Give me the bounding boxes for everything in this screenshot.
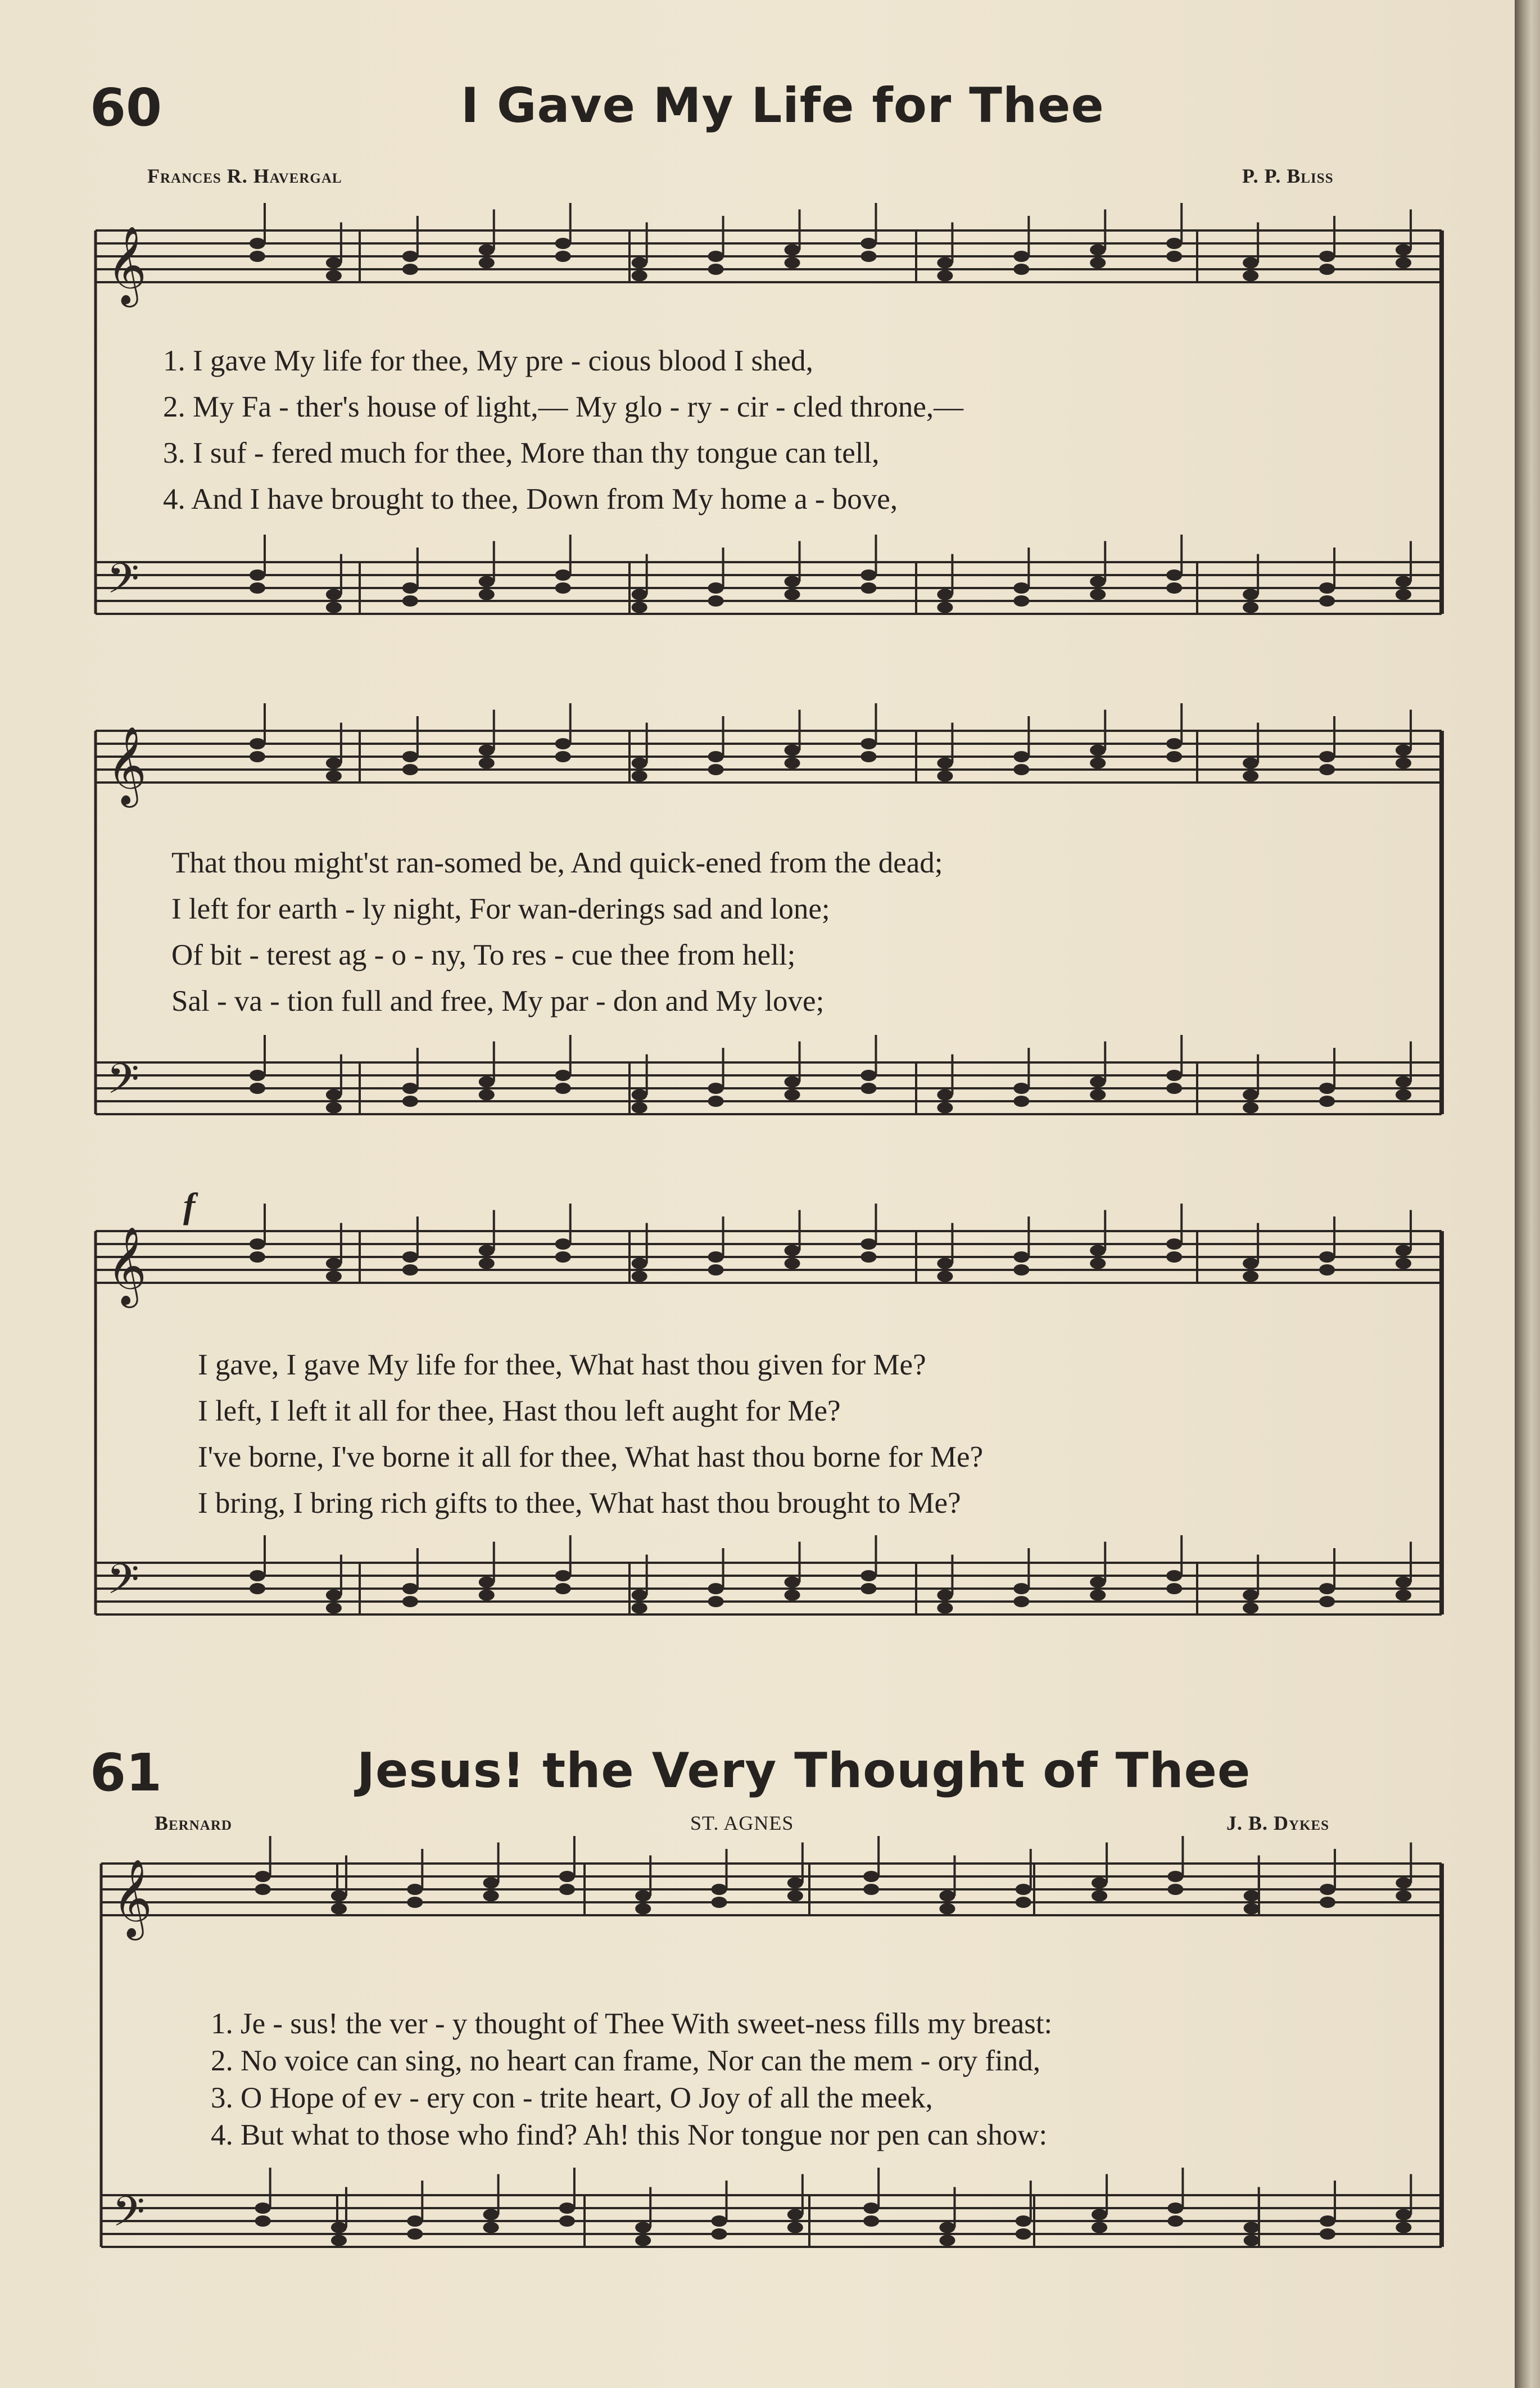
note-head	[635, 1903, 651, 1915]
note-head	[1243, 270, 1258, 282]
note-head	[632, 1603, 647, 1614]
note-head	[1319, 1096, 1335, 1107]
note-head	[937, 771, 953, 782]
dynamic-marking: f	[183, 1186, 196, 1225]
note-head	[1243, 257, 1258, 269]
note-head	[863, 2202, 879, 2214]
note-head	[1013, 1251, 1029, 1263]
note-head	[1166, 1083, 1182, 1094]
note-head	[937, 1590, 953, 1601]
note-head	[635, 2222, 651, 2233]
note-head	[326, 1089, 342, 1101]
note-head	[555, 751, 571, 762]
note-head	[1396, 245, 1411, 256]
note-head	[1243, 1089, 1258, 1101]
note-head	[250, 582, 265, 594]
clef-symbol: 𝄞	[112, 1859, 152, 1937]
note-head	[250, 738, 265, 749]
note-head	[785, 1577, 800, 1588]
lyric-line: I left for earth - ly night, For wan-derings sad and lone;	[171, 893, 830, 925]
note-head	[860, 1570, 876, 1581]
note-head	[250, 1583, 265, 1594]
note-head	[1167, 2202, 1183, 2214]
note-head	[1243, 771, 1258, 782]
lyric-line: 1. Je - sus! the ver - y thought of Thee With sweet-ness fills my breast:	[211, 2007, 1053, 2040]
note-head	[787, 2209, 803, 2220]
note-head	[1319, 764, 1335, 775]
clef-symbol: 𝄢	[107, 1055, 139, 1114]
note-head	[863, 1871, 879, 1882]
note-head	[326, 257, 342, 269]
note-head	[937, 270, 953, 282]
note-head	[555, 738, 571, 749]
note-head	[1396, 1577, 1411, 1588]
note-head	[326, 589, 342, 600]
note-head	[1319, 251, 1335, 262]
hymn-title: I Gave My Life for Thee	[461, 78, 1104, 134]
note-head	[250, 251, 265, 262]
note-head	[479, 1590, 495, 1601]
note-head	[937, 1258, 953, 1269]
note-head	[483, 2209, 499, 2220]
note-head	[1013, 764, 1029, 775]
note-head	[326, 1271, 342, 1282]
note-head	[483, 1878, 499, 1889]
note-head	[479, 245, 495, 256]
note-head	[1319, 1583, 1335, 1594]
note-head	[632, 758, 647, 769]
note-head	[1013, 751, 1029, 762]
note-head	[937, 1102, 953, 1114]
note-head	[1319, 1264, 1335, 1276]
note-head	[712, 2228, 727, 2240]
lyric-line: That thou might'st ran-somed be, And quick-ened from the dead;	[171, 847, 943, 879]
note-head	[860, 1070, 876, 1081]
note-head	[1090, 758, 1106, 769]
note-head	[1167, 2215, 1183, 2227]
note-head	[555, 1083, 571, 1094]
note-head	[708, 751, 724, 762]
note-head	[785, 1245, 800, 1256]
note-head	[331, 1903, 347, 1915]
note-head	[1090, 745, 1106, 756]
note-head	[255, 2215, 271, 2227]
hymn-number: 60	[90, 78, 162, 138]
note-head	[1091, 2222, 1107, 2233]
lyric-line: 4. And I have brought to thee, Down from My home a - bove,	[163, 483, 898, 515]
note-head	[860, 1238, 876, 1250]
note-head	[1396, 1077, 1411, 1088]
note-head	[1013, 251, 1029, 262]
note-head	[326, 1590, 342, 1601]
note-head	[407, 2215, 423, 2227]
note-head	[860, 1083, 876, 1094]
lyric-line: I gave, I gave My life for thee, What hast thou given for Me?	[198, 1349, 926, 1381]
note-head	[632, 589, 647, 600]
note-head	[1396, 1245, 1411, 1256]
note-head	[402, 1251, 418, 1263]
note-head	[632, 1271, 647, 1282]
note-head	[1016, 1884, 1031, 1895]
note-head	[402, 1583, 418, 1594]
note-head	[1013, 1583, 1029, 1594]
note-head	[1244, 2235, 1260, 2246]
lyric-line: Of bit - terest ag - o - ny, To res - cue thee from hell;	[171, 939, 796, 971]
note-head	[1090, 1077, 1106, 1088]
note-head	[1091, 1878, 1107, 1889]
note-head	[1396, 576, 1411, 587]
note-head	[250, 1238, 265, 1250]
note-head	[708, 1251, 724, 1263]
note-head	[555, 1570, 571, 1581]
note-head	[402, 264, 418, 275]
note-head	[1091, 2209, 1107, 2220]
note-head	[1013, 1096, 1029, 1107]
note-head	[1243, 1271, 1258, 1282]
note-head	[555, 569, 571, 581]
note-head	[939, 2235, 955, 2246]
note-head	[326, 270, 342, 282]
note-head	[407, 1897, 423, 1908]
note-head	[479, 257, 495, 269]
note-head	[555, 1583, 571, 1594]
note-head	[1244, 1890, 1260, 1902]
lyric-line: I've borne, I've borne it all for thee, What hast thou borne for Me?	[198, 1441, 984, 1473]
note-head	[1319, 1596, 1335, 1607]
note-head	[860, 582, 876, 594]
note-head	[1166, 1583, 1182, 1594]
note-head	[479, 1577, 495, 1588]
note-head	[331, 1890, 347, 1902]
note-head	[250, 569, 265, 581]
note-head	[326, 758, 342, 769]
note-head	[331, 2222, 347, 2233]
note-head	[708, 582, 724, 594]
note-head	[632, 1102, 647, 1114]
note-head	[860, 738, 876, 749]
note-head	[255, 2202, 271, 2214]
clef-symbol: 𝄞	[107, 226, 147, 304]
note-head	[937, 758, 953, 769]
clef-symbol: 𝄞	[107, 1227, 147, 1305]
note-head	[1013, 264, 1029, 275]
note-head	[863, 1884, 879, 1895]
note-head	[785, 576, 800, 587]
note-head	[1166, 751, 1182, 762]
note-head	[708, 595, 724, 607]
note-head	[785, 1077, 800, 1088]
lyric-line: 3. O Hope of ev - ery con - trite heart, O Joy of all the meek,	[211, 2082, 933, 2114]
note-head	[483, 2222, 499, 2233]
note-head	[1013, 1596, 1029, 1607]
note-head	[712, 1897, 727, 1908]
note-head	[1013, 1264, 1029, 1276]
note-head	[326, 771, 342, 782]
note-head	[1090, 1245, 1106, 1256]
note-head	[1016, 2215, 1031, 2227]
note-head	[1396, 1258, 1411, 1269]
clef-symbol: 𝄢	[107, 554, 139, 613]
note-head	[479, 1089, 495, 1101]
note-head	[1090, 589, 1106, 600]
lyric-line: 2. My Fa - ther's house of light,— My glo - ry - cir - cled throne,—	[163, 391, 964, 423]
note-head	[250, 1070, 265, 1081]
music-credit: P. P. Bliss	[1242, 165, 1334, 187]
note-head	[402, 1096, 418, 1107]
note-head	[1090, 1089, 1106, 1101]
note-head	[250, 751, 265, 762]
note-head	[1244, 1903, 1260, 1915]
note-head	[708, 1264, 724, 1276]
lyric-line: 3. I suf - fered much for thee, More than thy tongue can tell,	[163, 437, 880, 469]
note-head	[479, 745, 495, 756]
music-credit: J. B. Dykes	[1226, 1812, 1330, 1834]
note-head	[939, 1890, 955, 1902]
note-head	[555, 251, 571, 262]
note-head	[785, 1089, 800, 1101]
note-head	[860, 751, 876, 762]
note-head	[937, 589, 953, 600]
note-head	[331, 2235, 347, 2246]
note-head	[785, 1258, 800, 1269]
note-head	[1243, 1102, 1258, 1114]
note-head	[1243, 1258, 1258, 1269]
lyric-line: I bring, I bring rich gifts to thee, What hast thou brought to Me?	[198, 1487, 961, 1519]
note-head	[1319, 264, 1335, 275]
note-head	[479, 1077, 495, 1088]
note-head	[937, 257, 953, 269]
note-head	[326, 1603, 342, 1614]
lyric-line: Sal - va - tion full and free, My par - don and My love;	[171, 985, 825, 1017]
note-head	[1396, 2222, 1411, 2233]
note-head	[1016, 1897, 1031, 1908]
note-head	[632, 1258, 647, 1269]
note-head	[555, 238, 571, 249]
note-head	[1166, 569, 1182, 581]
note-head	[1396, 589, 1411, 600]
note-head	[860, 569, 876, 581]
note-head	[1013, 1083, 1029, 1094]
note-head	[250, 1251, 265, 1263]
note-head	[255, 1871, 271, 1882]
note-head	[860, 238, 876, 249]
note-head	[632, 1590, 647, 1601]
note-head	[555, 1251, 571, 1263]
hymn-number: 61	[90, 1743, 162, 1803]
lyric-line: 2. No voice can sing, no heart can frame, Nor can the mem - ory find,	[211, 2045, 1041, 2077]
note-head	[1166, 1570, 1182, 1581]
note-head	[785, 257, 800, 269]
note-head	[785, 1590, 800, 1601]
note-head	[1319, 1251, 1335, 1263]
note-head	[483, 1890, 499, 1902]
tune-name: ST. AGNES	[690, 1812, 794, 1834]
note-head	[632, 257, 647, 269]
note-head	[479, 576, 495, 587]
note-head	[1396, 1089, 1411, 1101]
note-head	[939, 2222, 955, 2233]
note-head	[1320, 2215, 1335, 2227]
note-head	[1243, 1603, 1258, 1614]
note-head	[326, 1102, 342, 1114]
note-head	[402, 751, 418, 762]
note-head	[937, 602, 953, 613]
note-head	[326, 1258, 342, 1269]
note-head	[1396, 745, 1411, 756]
note-head	[787, 2222, 803, 2233]
note-head	[559, 1884, 575, 1895]
note-head	[1243, 758, 1258, 769]
clef-symbol: 𝄞	[107, 726, 147, 804]
note-head	[708, 1096, 724, 1107]
note-head	[1320, 1884, 1335, 1895]
note-head	[559, 1871, 575, 1882]
note-head	[937, 1603, 953, 1614]
lyric-line: 1. I gave My life for thee, My pre - cious blood I shed,	[163, 345, 813, 377]
note-head	[708, 264, 724, 275]
note-head	[1090, 257, 1106, 269]
lyric-line: 4. But what to those who find? Ah! this Nor tongue nor pen can show:	[211, 2119, 1048, 2151]
note-head	[632, 771, 647, 782]
note-head	[407, 2228, 423, 2240]
note-head	[1090, 245, 1106, 256]
note-head	[1090, 1590, 1106, 1601]
note-head	[1396, 1878, 1411, 1889]
note-head	[407, 1884, 423, 1895]
note-head	[1243, 1590, 1258, 1601]
note-head	[1167, 1884, 1183, 1895]
note-head	[559, 2202, 575, 2214]
note-head	[479, 1245, 495, 1256]
note-head	[1166, 1238, 1182, 1250]
note-head	[326, 602, 342, 613]
note-head	[1166, 251, 1182, 262]
note-head	[1319, 1083, 1335, 1094]
hymn-title: Jesus! the Very Thought of Thee	[357, 1743, 1251, 1799]
note-head	[1090, 1577, 1106, 1588]
note-head	[1166, 238, 1182, 249]
note-head	[1166, 1070, 1182, 1081]
note-head	[1320, 2228, 1335, 2240]
note-head	[708, 764, 724, 775]
note-head	[1319, 595, 1335, 607]
note-head	[402, 1264, 418, 1276]
note-head	[1319, 582, 1335, 594]
note-head	[559, 2215, 575, 2227]
note-head	[860, 1583, 876, 1594]
note-head	[1320, 1897, 1335, 1908]
note-head	[1090, 576, 1106, 587]
note-head	[1090, 1258, 1106, 1269]
note-head	[250, 238, 265, 249]
note-head	[250, 1570, 265, 1581]
note-head	[712, 2215, 727, 2227]
note-head	[939, 1903, 955, 1915]
note-head	[1396, 1590, 1411, 1601]
note-head	[1396, 1890, 1411, 1902]
note-head	[402, 1596, 418, 1607]
lyric-line: I left, I left it all for thee, Hast thou left aught for Me?	[198, 1395, 841, 1427]
note-head	[255, 1884, 271, 1895]
words-credit: Bernard	[155, 1812, 232, 1834]
note-head	[708, 1083, 724, 1094]
clef-symbol: 𝄢	[107, 1555, 139, 1614]
note-head	[1013, 582, 1029, 594]
note-head	[1166, 1251, 1182, 1263]
note-head	[937, 1089, 953, 1101]
note-head	[1244, 2222, 1260, 2233]
note-head	[635, 1890, 651, 1902]
note-head	[785, 245, 800, 256]
note-head	[860, 1251, 876, 1263]
note-head	[635, 2235, 651, 2246]
note-head	[402, 764, 418, 775]
note-head	[708, 1583, 724, 1594]
note-head	[250, 1083, 265, 1094]
words-credit: Frances R. Havergal	[147, 165, 342, 187]
note-head	[937, 1271, 953, 1282]
note-head	[479, 1258, 495, 1269]
note-head	[712, 1884, 727, 1895]
note-head	[555, 582, 571, 594]
note-head	[1166, 582, 1182, 594]
note-head	[555, 1070, 571, 1081]
note-head	[402, 582, 418, 594]
note-head	[555, 1238, 571, 1250]
note-head	[479, 758, 495, 769]
note-head	[1013, 595, 1029, 607]
note-head	[1396, 2209, 1411, 2220]
note-head	[1243, 589, 1258, 600]
note-head	[1016, 2228, 1031, 2240]
note-head	[787, 1878, 803, 1889]
note-head	[1243, 602, 1258, 613]
note-head	[632, 1089, 647, 1101]
note-head	[1319, 751, 1335, 762]
note-head	[787, 1890, 803, 1902]
note-head	[1396, 758, 1411, 769]
note-head	[863, 2215, 879, 2227]
note-head	[785, 758, 800, 769]
note-head	[785, 745, 800, 756]
note-head	[632, 602, 647, 613]
note-head	[402, 1083, 418, 1094]
note-head	[708, 1596, 724, 1607]
note-head	[1167, 1871, 1183, 1882]
note-head	[1166, 738, 1182, 749]
note-head	[632, 270, 647, 282]
note-head	[1396, 257, 1411, 269]
note-head	[785, 589, 800, 600]
note-head	[402, 595, 418, 607]
note-head	[1091, 1890, 1107, 1902]
note-head	[708, 251, 724, 262]
note-head	[479, 589, 495, 600]
note-head	[860, 251, 876, 262]
note-head	[402, 251, 418, 262]
clef-symbol: 𝄢	[112, 2187, 145, 2246]
